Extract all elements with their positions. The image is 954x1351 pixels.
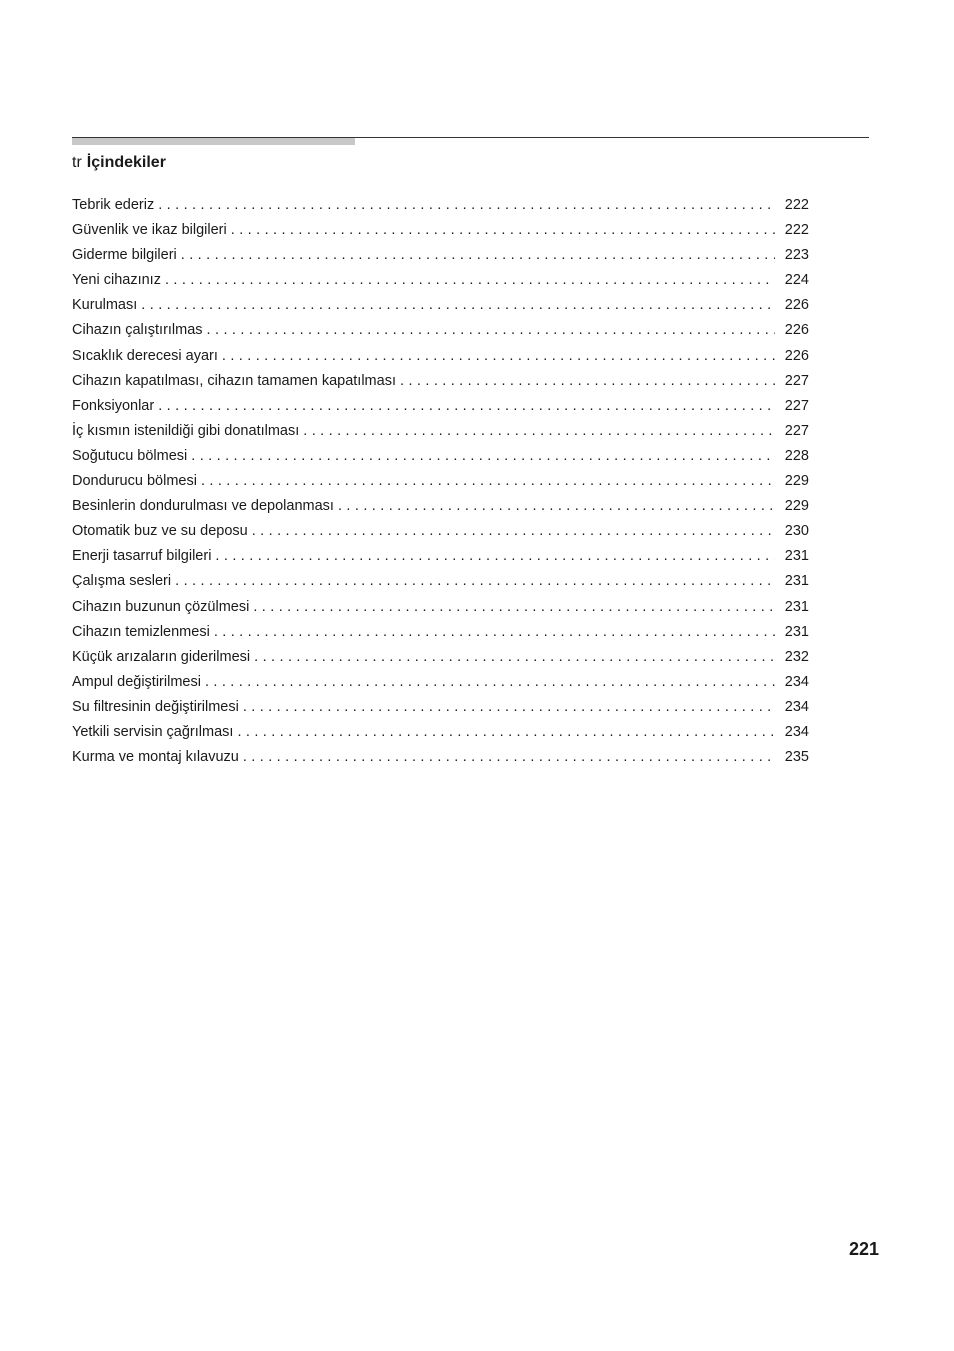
toc-entry-page: 228 xyxy=(784,447,809,464)
table-of-contents xyxy=(72,195,809,772)
toc-entry[interactable] xyxy=(72,672,809,697)
toc-dot-leader xyxy=(165,270,775,290)
toc-entry-page: 222 xyxy=(784,222,809,239)
toc-dot-leader xyxy=(400,371,775,391)
language-code: tr xyxy=(72,154,82,171)
toc-dot-leader xyxy=(181,245,775,265)
toc-entry[interactable] xyxy=(72,270,809,295)
toc-dot-leader xyxy=(158,396,775,416)
toc-entry-title: Çalışma sesleri xyxy=(72,573,172,590)
toc-entry-title: Soğutucu bölmesi xyxy=(72,447,188,464)
toc-entry-page: 229 xyxy=(784,473,809,490)
toc-entry-page: 234 xyxy=(784,723,809,740)
toc-entry-title: Ampul değiştirilmesi xyxy=(72,673,201,690)
toc-entry[interactable] xyxy=(72,546,809,571)
toc-entry-page: 226 xyxy=(784,297,809,314)
toc-dot-leader xyxy=(243,747,775,767)
toc-entry[interactable] xyxy=(72,220,809,245)
header-accent-bar xyxy=(72,138,355,145)
toc-entry[interactable] xyxy=(72,647,809,672)
toc-entry[interactable] xyxy=(72,320,809,345)
toc-dot-leader xyxy=(253,597,775,617)
toc-entry[interactable] xyxy=(72,295,809,320)
toc-entry[interactable] xyxy=(72,496,809,521)
toc-dot-leader xyxy=(158,195,775,215)
toc-dot-leader xyxy=(303,421,775,441)
toc-dot-leader xyxy=(191,446,775,466)
toc-dot-leader xyxy=(252,521,775,541)
toc-entry[interactable] xyxy=(72,371,809,396)
toc-entry-page: 227 xyxy=(784,397,809,414)
toc-entry-title: Cihazın kapatılması, cihazın tamamen kapatılması xyxy=(72,372,396,389)
toc-entry-title: Besinlerin dondurulması ve depolanması xyxy=(72,498,334,515)
toc-entry-page: 227 xyxy=(784,422,809,439)
toc-entry[interactable] xyxy=(72,597,809,622)
toc-entry-title: Su filtresinin değiştirilmesi xyxy=(72,698,239,715)
toc-entry-page: 222 xyxy=(784,197,809,213)
page-title-text: İçindekiler xyxy=(86,154,166,171)
toc-entry[interactable] xyxy=(72,421,809,446)
toc-entry-title: Cihazın temizlenmesi xyxy=(72,623,210,640)
toc-dot-leader xyxy=(338,496,775,516)
toc-entry[interactable] xyxy=(72,722,809,747)
toc-dot-leader xyxy=(201,471,775,491)
toc-dot-leader xyxy=(207,320,775,340)
toc-entry-page: 232 xyxy=(784,648,809,665)
toc-entry-title: Güvenlik ve ikaz bilgileri xyxy=(72,222,227,239)
toc-entry-title: Giderme bilgileri xyxy=(72,247,177,264)
toc-entry-page: 226 xyxy=(784,347,809,364)
toc-entry-title: Cihazın buzunun çözülmesi xyxy=(72,598,250,615)
toc-entry-title: Yeni cihazınız xyxy=(72,272,161,289)
toc-entry-page: 224 xyxy=(784,272,809,289)
toc-entry-title: Otomatik buz ve su deposu xyxy=(72,523,248,540)
toc-entry-title: Tebrik ederiz xyxy=(72,197,155,213)
toc-entry[interactable] xyxy=(72,195,809,220)
toc-entry[interactable] xyxy=(72,571,809,596)
toc-dot-leader xyxy=(215,546,775,566)
toc-dot-leader xyxy=(237,722,775,742)
toc-dot-leader xyxy=(231,220,775,240)
toc-entry-page: 231 xyxy=(784,623,809,640)
toc-entry-page: 231 xyxy=(784,598,809,615)
toc-entry[interactable] xyxy=(72,346,809,371)
toc-entry-page: 226 xyxy=(784,322,809,339)
toc-entry-title: Cihazın çalıştırılmas xyxy=(72,322,203,339)
toc-entry-title: Küçük arızaların giderilmesi xyxy=(72,648,251,665)
toc-entry-page: 231 xyxy=(784,548,809,565)
toc-entry-title: Fonksiyonlar xyxy=(72,397,155,414)
toc-entry[interactable] xyxy=(72,521,809,546)
toc-entry-page: 231 xyxy=(784,573,809,590)
toc-entry-title: Kurulması xyxy=(72,297,138,314)
page-number: 221 xyxy=(848,1239,879,1259)
toc-entry-title: Sıcaklık derecesi ayarı xyxy=(72,347,218,364)
toc-entry[interactable] xyxy=(72,396,809,421)
toc-entry-page: 234 xyxy=(784,698,809,715)
toc-dot-leader xyxy=(175,571,775,591)
toc-entry-page: 230 xyxy=(784,523,809,540)
toc-entry-title: Dondurucu bölmesi xyxy=(72,473,197,490)
toc-entry-page: 223 xyxy=(784,247,809,264)
toc-dot-leader xyxy=(243,697,775,717)
toc-entry[interactable] xyxy=(72,471,809,496)
toc-entry[interactable] xyxy=(72,622,809,647)
toc-entry-title: Kurma ve montaj kılavuzu xyxy=(72,749,239,766)
toc-entry[interactable] xyxy=(72,446,809,471)
page-title xyxy=(72,153,166,173)
toc-dot-leader xyxy=(254,647,775,667)
toc-dot-leader xyxy=(222,346,775,366)
toc-dot-leader xyxy=(214,622,775,642)
toc-entry-page: 227 xyxy=(784,372,809,389)
toc-dot-leader xyxy=(141,295,775,315)
toc-entry-page: 234 xyxy=(784,673,809,690)
toc-entry-page: 229 xyxy=(784,498,809,515)
toc-entry-title: Yetkili servisin çağrılması xyxy=(72,723,234,740)
toc-entry-title: İç kısmın istenildiği gibi donatılması xyxy=(72,422,300,439)
toc-entry[interactable] xyxy=(72,747,809,772)
toc-dot-leader xyxy=(205,672,775,692)
toc-entry-title: Enerji tasarruf bilgileri xyxy=(72,548,212,565)
toc-entry-page: 235 xyxy=(784,749,809,766)
toc-entry[interactable] xyxy=(72,697,809,722)
toc-entry[interactable] xyxy=(72,245,809,270)
